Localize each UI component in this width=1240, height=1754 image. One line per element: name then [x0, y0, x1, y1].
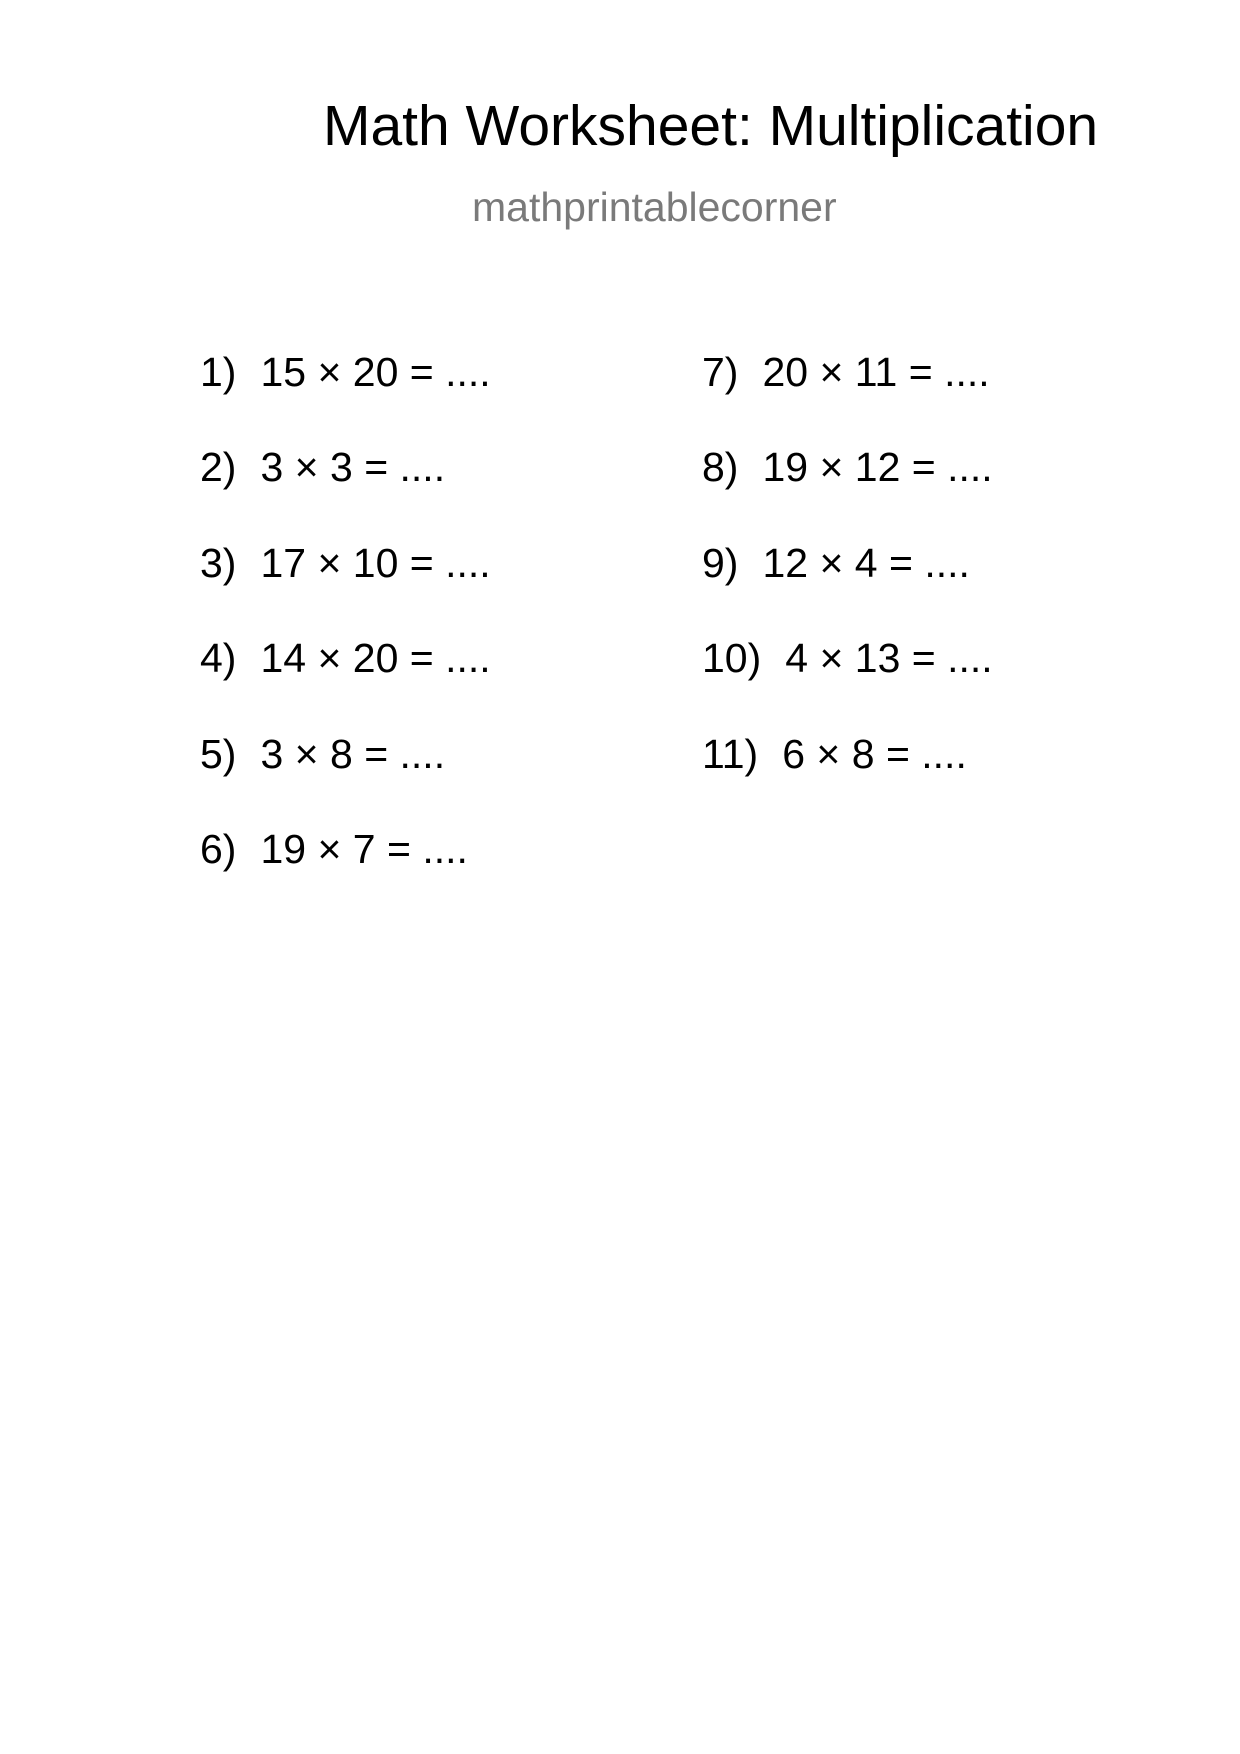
problem-expression: 12 × 4 = ....	[762, 539, 970, 586]
problem-item	[200, 444, 491, 542]
problem-number: 11)	[702, 730, 759, 777]
problem-item	[702, 635, 993, 733]
problem-number: 2)	[200, 444, 237, 491]
problem-item	[702, 539, 993, 638]
problem-number: 9)	[702, 539, 739, 586]
problem-column-right	[702, 349, 993, 829]
problem-number: 5)	[200, 730, 237, 777]
page-subtitle: mathprintablecorner	[472, 184, 837, 230]
problem-expression: 17 × 10 = ....	[260, 539, 491, 586]
problem-item	[200, 539, 491, 638]
problem-number: 7)	[702, 349, 739, 395]
problem-expression: 15 × 20 = ....	[260, 349, 491, 395]
problem-expression: 20 × 11 = ....	[762, 349, 990, 395]
problem-expression: 19 × 7 = ....	[260, 825, 468, 872]
problem-item	[200, 825, 491, 924]
problem-number: 1)	[200, 349, 237, 395]
problem-column-left	[200, 349, 491, 924]
problem-number: 4)	[200, 635, 237, 682]
problem-number: 8)	[702, 444, 739, 491]
problem-number: 10)	[702, 635, 762, 682]
problem-expression: 14 × 20 = ....	[260, 635, 491, 682]
problem-item	[702, 349, 993, 447]
problem-expression: 6 × 8 = ....	[782, 730, 967, 777]
problem-number: 6)	[200, 825, 237, 872]
problem-item	[200, 730, 491, 829]
problem-expression: 19 × 12 = ....	[762, 444, 993, 491]
problem-expression: 3 × 8 = ....	[260, 730, 446, 777]
problem-number: 3)	[200, 539, 237, 586]
page-title: Math Worksheet: Multiplication	[323, 94, 1099, 158]
problem-expression: 4 × 13 = ....	[785, 635, 993, 682]
problem-item	[702, 730, 993, 829]
problem-expression: 3 × 3 = ....	[260, 444, 446, 491]
problem-item	[702, 444, 993, 542]
problem-item	[200, 635, 491, 733]
problem-item	[200, 349, 491, 447]
